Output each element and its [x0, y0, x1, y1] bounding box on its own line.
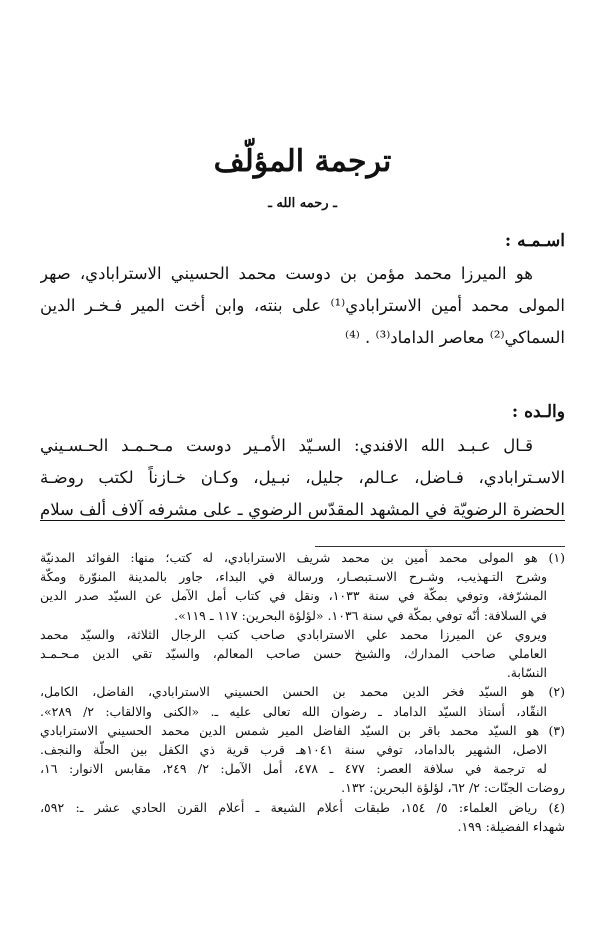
footnote-line: (٣) هو السيّد محمد باقر بن السيّد الفاضل المير شمس الدين محمد الحسيني الاسترابادي [40, 722, 565, 738]
footnote-line: (٢) هو السيّد فخر الدين محمد بن الحسن الحسيني الاسترابادي، الفاضل، الكامل، [40, 684, 565, 700]
footnote-4 [40, 798, 565, 836]
footnote-line: الاصل، الشهير بالداماد، توفي سنة ١٠٤١هـ قرب قرية ذي الكفل بين الحلّة والنجف. [40, 742, 547, 758]
footnote-line: (١) هو المولى محمد أمين بن محمد شريف الاسترابادي، له كتب؛ منها: الفوائد المدنيّة [40, 550, 565, 565]
father-paragraph [40, 430, 565, 526]
paragraph-line: المولى محمد أمين الاسترابادي⁽¹⁾ على بنته، وابن أخت المير فـخـر الدين [40, 296, 565, 315]
footnote-line: شهداء الفضيلة: ١٩٩. [457, 818, 565, 834]
paragraph-line: السماكي⁽²⁾ معاصر الداماد⁽³⁾ . ⁽⁴⁾ [345, 328, 565, 347]
footnote-line: له ترجمة في سلافة العصر: ٤٧٧ ـ ٤٧٨، أمل الآمل: ٢/ ٢٤٩، مقابس الانوار: ١٦، [40, 761, 547, 777]
footnote-3 [40, 721, 565, 798]
footnote-divider [315, 546, 565, 547]
footnote-line: وشرح التـهذيب، وشـرح الاسـتبصـار، ورسالة في البداء، جاور بالمدينة المنوّرة ومكّة [40, 569, 547, 585]
name-paragraph [40, 258, 565, 354]
footnote-line: المشرّفة، وتوفي بمكّة في سنة ١٠٣٣، ونقل في كتاب أمل الآمل عن السيّد صدر الدين [40, 588, 548, 604]
footnote-2 [40, 682, 565, 720]
footnote-line: ويروي عن الميرزا محمد علي الاسترابادي صاحب كتب الرجال الثلاثة، والسيّد محمد [40, 626, 547, 642]
page-title: ترجمة المؤلّف [213, 144, 392, 179]
paragraph-line: قـال عـبـد الله الافندي: السـيّد الأمـير دوست مـحـمـد الحـسـيني [40, 436, 533, 455]
section-heading-father: والـده : [511, 402, 565, 422]
underlined-text: الحضرة الرضويّة في المشهد المقدّس الرضوي ـ على مشرفه آلاف ألف سلام [40, 500, 565, 519]
footnote-line: العاملي صاحب المدارك، والشيخ حسن صاحب المعالم، والسيّد تقي الدين مـحـمـد [40, 646, 547, 662]
book-page [40, 0, 565, 930]
footnote-line: النسّابة. [506, 665, 547, 681]
paragraph-line: الاسـترابادي، فـاضل، عـالم، جليل، نبـيل، وكـان خـازناً لكتب روضـة [40, 468, 565, 487]
paragraph-line [40, 494, 565, 526]
footnote-line: النقّاد، أستاذ السيّد الداماد ـ رضوان الله تعالى عليه ـ. «الكنى والالقاب: ٢/ ٢٨٩». [40, 703, 547, 719]
paragraph-line: هو الميرزا محمد مؤمن بن دوست محمد الحسيني الاسترابادي، صهر [40, 264, 533, 283]
footnote-line: (٤) رياض العلماء: ٥/ ١٥٤، طبقات أعلام الشيعة ـ أعلام القرن الحادي عشر ـ: ٥٩٢، [40, 799, 565, 815]
footnote-1-continued [40, 625, 565, 683]
footnotes [40, 548, 565, 836]
footnote-1 [40, 548, 565, 625]
footnote-line: في السلافة: أنّه توفي بمكّة في سنة ١٠٣٦. «لؤلؤة البحرين: ١١٧ ـ ١١٩». [174, 607, 547, 623]
footnote-line: روضات الجنّات: ٢/ ٦٢، لؤلؤة البحرين: ١٣٢. [341, 780, 565, 796]
section-heading-name: اسـمـه : [504, 231, 565, 251]
page-subtitle: ـ رحمه الله ـ [268, 196, 337, 211]
